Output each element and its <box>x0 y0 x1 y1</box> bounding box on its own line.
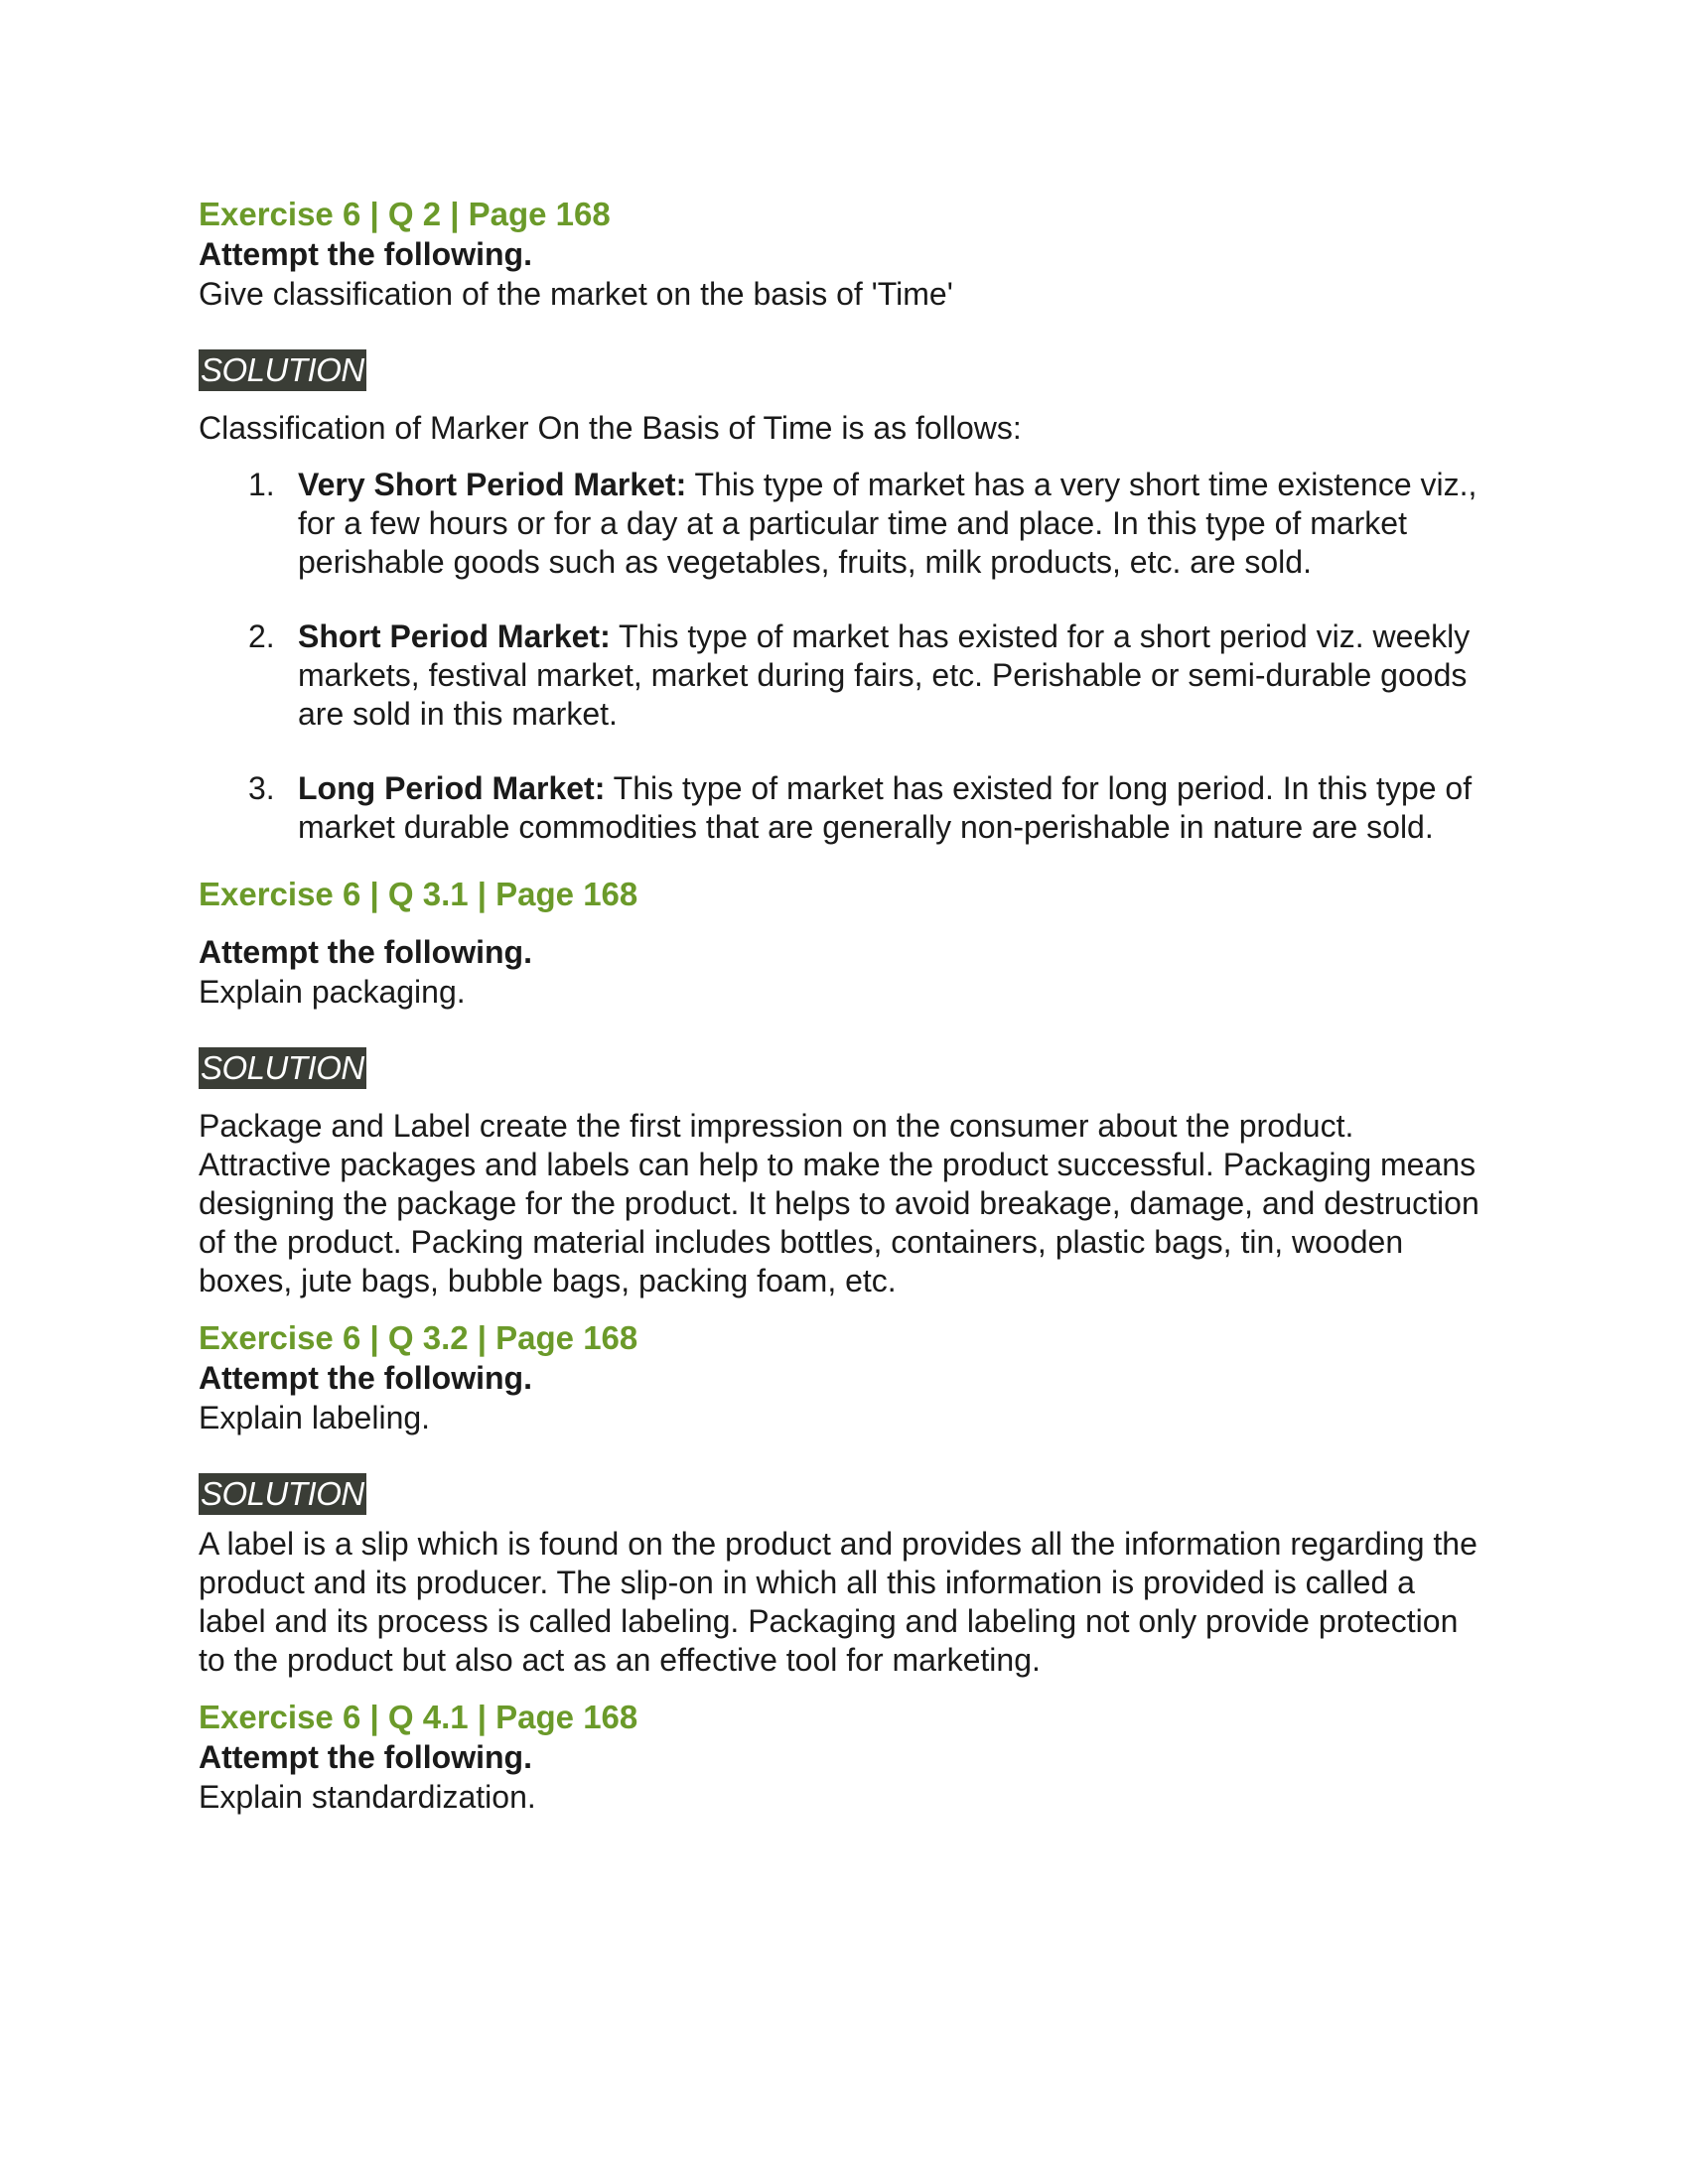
list-item-text: This type of market has existed for long period. In this type of market durable commodities that are generally non-perishable in nature are sold. <box>298 770 1473 845</box>
exercise-prompt: Attempt the following. <box>199 1739 532 1775</box>
list-item-term: Very Short Period Market: <box>298 467 687 502</box>
list-item-term: Long Period Market: <box>298 770 606 806</box>
exercise-q4-1 <box>199 1698 1489 1817</box>
list-spacer <box>199 734 1489 769</box>
classification-list <box>199 466 1489 847</box>
exercise-q3-2 <box>199 1318 1489 1680</box>
solution-badge: SOLUTION <box>199 349 366 391</box>
exercise-heading: Exercise 6 | Q 2 | Page 168 <box>199 196 611 232</box>
exercise-prompt: Attempt the following. <box>199 236 532 272</box>
solution-badge: SOLUTION <box>199 1047 366 1089</box>
solution-badge: SOLUTION <box>199 1473 366 1515</box>
exercise-prompt: Attempt the following. <box>199 1360 532 1396</box>
list-item-number: 1. <box>248 467 275 502</box>
solution-intro: Classification of Marker On the Basis of Time is as follows: <box>199 410 1022 446</box>
exercise-q2 <box>199 195 1489 847</box>
exercise-q3-1 <box>199 875 1489 1300</box>
exercise-question: Give classification of the market on the basis of 'Time' <box>199 276 953 312</box>
exercise-prompt: Attempt the following. <box>199 934 532 970</box>
exercise-heading: Exercise 6 | Q 3.2 | Page 168 <box>199 1319 638 1356</box>
exercise-question: Explain packaging. <box>199 974 466 1010</box>
list-item-term: Short Period Market: <box>298 618 611 654</box>
list-item <box>199 617 1489 734</box>
list-item-text: This type of market has a very short time existence viz., for a few hours or for a day at a particular time and place. In this type of market perishable goods such as vegetables, fruits, milk products, etc. are sold. <box>298 467 1477 580</box>
list-spacer <box>199 582 1489 617</box>
list-item-text: This type of market has existed for a short period viz. weekly markets, festival market, market during fairs, etc. Perishable or semi-durable goods are sold in this market. <box>298 618 1471 732</box>
exercise-heading: Exercise 6 | Q 4.1 | Page 168 <box>199 1699 638 1735</box>
document-page <box>199 195 1489 1817</box>
list-item-number: 3. <box>248 770 275 806</box>
exercise-question: Explain standardization. <box>199 1779 536 1815</box>
list-item-number: 2. <box>248 618 275 654</box>
list-item <box>199 769 1489 847</box>
exercise-question: Explain labeling. <box>199 1400 431 1435</box>
solution-text: A label is a slip which is found on the product and provides all the information regarding the product and its producer. The slip-on in which all this information is provided is called a label and its process is called labeling. Packaging and labeling not only provide protection to the product but also act as an effective tool for marketing. <box>199 1526 1477 1678</box>
solution-text: Package and Label create the first impression on the consumer about the product. Attractive packages and labels can help to make the product successful. Packaging means designing the package for the product. It helps to avoid breakage, damage, and destruction of the product. Packing material includes bottles, containers, plastic bags, tin, wooden boxes, jute bags, bubble bags, packing foam, etc. <box>199 1108 1479 1298</box>
list-item <box>199 466 1489 582</box>
exercise-heading: Exercise 6 | Q 3.1 | Page 168 <box>199 876 638 912</box>
